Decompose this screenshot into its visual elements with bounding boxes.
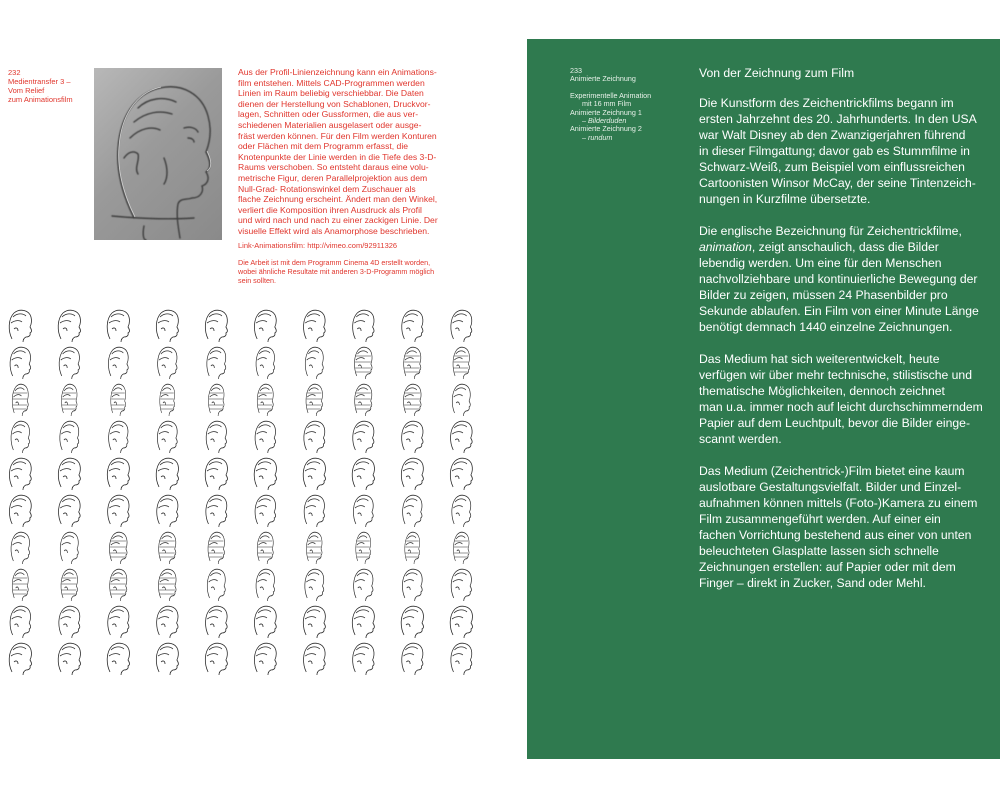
animation-frame (205, 310, 227, 342)
animation-frame (58, 643, 80, 675)
animation-frame (304, 643, 326, 675)
relief-profile-image (94, 68, 222, 240)
animation-frame (401, 458, 423, 490)
animation-frame (306, 384, 322, 416)
paragraph-line: Zeichnungen erstellen: auf Papier oder mit dem (699, 560, 956, 574)
animation-frame (157, 606, 178, 638)
animation-frame (157, 495, 178, 527)
animation-frame (353, 421, 374, 453)
paragraph-3 (699, 351, 997, 447)
animation-frame (108, 495, 129, 527)
body-line: metrische Figur, deren Parallelprojektion aus dem (238, 172, 428, 183)
animation-frame (156, 310, 178, 342)
profile-relief-drawing (94, 68, 222, 240)
paragraph-line: verfügen wir über mehr technische, stilistische und (699, 368, 972, 382)
body-line: und wird nach und nach zu einer zackigen Linie. Der (238, 215, 438, 226)
caption-line: Vom Relief (8, 86, 45, 95)
paragraph-line: benötigt demnach 1440 einzelne Zeichnungen. (699, 320, 953, 334)
sub-item-sub: – rundum (582, 132, 613, 142)
animation-frame (157, 421, 177, 453)
paragraph-line: ersten Jahrzehnt des 20. Jahrhunderts. In den USA (699, 112, 977, 126)
animation-frame (254, 458, 276, 490)
animation-frame (107, 458, 129, 490)
animation-frame (156, 458, 178, 490)
animation-frame (160, 384, 175, 416)
paragraph-line: auslotbare Gestaltungsvielfalt. Bilder und Einzel- (699, 480, 962, 494)
animation-frame (403, 495, 422, 527)
animation-frame (451, 569, 471, 601)
animation-frame (453, 347, 469, 379)
animation-frame (354, 347, 372, 379)
paragraph-line: Sekunde ablaufen. Ein Film von einer Minute Länge (699, 304, 979, 318)
animation-frame (208, 384, 224, 416)
animation-frame (205, 458, 227, 490)
sub-item-sub: mit 16 mm Film (582, 99, 632, 109)
animation-frame (254, 643, 276, 675)
animation-frame (303, 606, 325, 638)
caption-line: zum Animationsfilm (8, 95, 73, 104)
animation-frame (305, 347, 323, 379)
paragraph-line: Das Medium (Zeichentrick-)Film bietet eine kaum (699, 464, 965, 478)
animation-frame (402, 643, 423, 675)
animation-frame (11, 532, 29, 564)
left-body-text (238, 67, 476, 237)
paragraph-line: beleuchteten Glasplatte lassen sich schnelle (699, 544, 939, 558)
paragraph-4 (699, 463, 997, 591)
animation-frame (304, 310, 326, 342)
animation-frame (108, 347, 128, 379)
body-line: Aus der Profil-Linienzeichnung kann ein Animations- (238, 67, 437, 77)
animation-frame (59, 606, 80, 638)
animation-frames (0, 305, 527, 685)
animation-frame (403, 384, 421, 416)
article (699, 65, 997, 607)
paragraph-line: nachvollziehbare und kontinuierliche Bewegung der (699, 272, 978, 286)
animation-frame (256, 347, 274, 379)
paragraph-2 (699, 223, 997, 335)
animation-frame (451, 643, 472, 675)
left-page-number: 232 (8, 68, 21, 77)
paragraph-line: Das Medium hat sich weiterentwickelt, heute (699, 352, 940, 366)
note-line: sein sollten. (238, 275, 276, 285)
animation-frame (452, 384, 470, 416)
paragraph-line: man u.a. immer noch auf leicht durchschimmerndem (699, 400, 983, 414)
animation-frame (206, 495, 227, 527)
animation-film-link[interactable]: Link-Animationsfilm: http://vimeo.com/92911326 (238, 241, 398, 250)
paragraph-line: war Walt Disney ab den Zwanzigerjahren führend (699, 128, 966, 142)
animation-frame (9, 643, 31, 675)
animation-frame (206, 606, 228, 638)
animation-frame (156, 643, 178, 675)
animation-frame (306, 532, 322, 564)
article-title: Von der Zeichnung zum Film (699, 66, 855, 80)
body-line: visuelle Effekt wird als Anamorphose beschrieben. (238, 225, 430, 236)
animation-frame (207, 569, 225, 601)
paragraph-line: Film zusammengeführt werden. Auf einer ein (699, 512, 941, 526)
animation-frame (9, 495, 31, 527)
animation-frame (158, 569, 176, 601)
animation-frame (405, 532, 420, 564)
animation-frame (111, 384, 126, 416)
caption-line: Medientransfer 3 – (8, 77, 71, 86)
paragraph-line: fachen Vorrichtung bestehend aus einer von unten (699, 528, 972, 542)
paragraph-line: lebendig werden. Um eine für den Menschen (699, 256, 942, 270)
animation-frame (9, 310, 31, 342)
animation-frame (61, 384, 77, 416)
animation-frame (452, 495, 471, 527)
animation-frame (353, 310, 374, 342)
body-line: Knotenpunkte der Linie werden in die Tiefe des 3-D- (238, 151, 437, 162)
paragraph-line: Bilder zu zeigen, müssen 24 Phasenbilder pro (699, 288, 948, 302)
paragraph-line: thematische Möglichkeiten, dennoch zeichnet (699, 384, 945, 398)
paragraph-line: Cartoonisten Winsor McCay, der seine Tintenzeich- (699, 176, 976, 190)
animation-frame (304, 495, 324, 527)
animation-frame (450, 458, 472, 490)
animation-frame (59, 347, 79, 379)
animation-frame (254, 606, 276, 638)
paragraph-1 (699, 95, 997, 207)
animation-frame (352, 606, 374, 638)
animation-frame (108, 606, 129, 638)
paragraph-line: Die englische Bezeichnung für Zeichentrickfilme, (699, 224, 962, 238)
body-line: Null-Grad- Rotationswinkel dem Zuschauer als (238, 183, 416, 194)
paragraph-line: aufnahmen können mittels (Foto-)Kamera zu einem (699, 496, 978, 510)
paragraph-line: Papier auf dem Leuchtpult, bevor die Bilder einge- (699, 416, 970, 430)
animation-frame (10, 606, 31, 638)
animation-frame (12, 384, 28, 416)
software-note (238, 259, 478, 285)
animation-frame (450, 606, 472, 638)
right-caption (570, 67, 680, 142)
animation-frame (11, 421, 29, 453)
animation-frame (353, 495, 373, 527)
animation-frame (61, 569, 77, 601)
animation-frame (58, 458, 80, 490)
animation-frame (353, 643, 374, 675)
left-caption (8, 68, 88, 104)
animation-frame (352, 458, 374, 490)
animation-frame (205, 643, 227, 675)
animation-frame (453, 532, 469, 564)
animation-frame (107, 310, 129, 342)
body-line: film entstehen. Mittels CAD-Programmen werden (238, 77, 425, 88)
animation-frame (60, 532, 78, 564)
animation-frame (257, 384, 273, 416)
animation-frame (355, 384, 372, 416)
paragraph-line: Die Kunstform des Zeichentrickfilms begann im (699, 96, 954, 110)
right-page (527, 39, 1000, 759)
note-line: wobei ähnliche Resultate mit anderen 3-D-Programm möglich (238, 266, 435, 276)
animation-frame (206, 421, 226, 453)
body-line: oder Flächen mit dem Programm erfasst, die (238, 141, 409, 152)
animation-frame (304, 421, 325, 453)
paragraph-line: scannt werden. (699, 432, 782, 446)
animation-frame (12, 569, 28, 601)
body-line: verliert die Komposition ihren Ausdruck als Profil (238, 204, 422, 215)
body-line: Linien im Raum beliebig verschiebbar. Die Daten (238, 88, 424, 99)
animation-frame (303, 458, 325, 490)
animation-frame (58, 310, 80, 342)
animation-frame (404, 347, 421, 379)
animation-frame (402, 569, 422, 601)
body-line: flache Zeichnung erscheint. Ändert man den Winkel, (238, 194, 438, 205)
sub-item-sub: – Bilderduden (582, 116, 627, 126)
animation-frame (158, 347, 177, 379)
note-line: Die Arbeit ist mit dem Programm Cinema 4D erstellt worden, (238, 258, 431, 267)
body-line: dienen der Herstellung von Schablonen, Druckvor- (238, 98, 431, 109)
animation-frame (109, 532, 127, 564)
animation-frame (451, 421, 473, 453)
animation-frame (9, 458, 31, 490)
animation-frame (254, 310, 276, 342)
animation-frame (109, 421, 128, 453)
section-label: Animierte Zeichnung (570, 74, 636, 84)
sub-item-label: Experimentelle Animation (570, 90, 652, 100)
body-line: lagen, Schnitten oder Gussformen, die aus ver- (238, 109, 419, 120)
animation-frame (159, 532, 176, 564)
animation-frame (207, 347, 226, 379)
animation-frame (110, 569, 127, 601)
animation-frame (60, 421, 79, 453)
animation-frame (257, 532, 273, 564)
animation-frame (354, 569, 373, 601)
right-page-number: 233 (570, 66, 582, 75)
animation-frame (305, 569, 324, 601)
body-line: Raums verschoben. So entsteht daraus eine volu- (238, 162, 429, 173)
animation-frame (451, 310, 472, 342)
animation-frame (356, 532, 371, 564)
animation-frame (256, 569, 274, 601)
animation-frame (402, 310, 423, 342)
body-line: fräst werden können. Für den Film werden Konturen (238, 130, 437, 141)
body-line: schiedenen Materialien ausgelasert oder ausge- (238, 119, 422, 130)
animation-frame (402, 421, 423, 453)
paragraph-line: Schwarz-Weiß, zum Beispiel vom einflussreichen (699, 160, 965, 174)
animation-frame (255, 421, 276, 453)
animation-frame (107, 643, 129, 675)
paragraph-line: in dieser Filmgattung; davor gab es Stummfilme in (699, 144, 970, 158)
paragraph-line: animation, zeigt anschaulich, dass die Bilder (699, 240, 939, 254)
animation-frame (255, 495, 276, 527)
animation-frame (10, 347, 31, 379)
animation-frame (401, 606, 423, 638)
animation-frame (208, 532, 224, 564)
sub-item-label: Animierte Zeichnung 1 (570, 107, 642, 117)
animation-frame (59, 495, 81, 527)
paragraph-line: nungen in Kurzfilme übersetzte. (699, 192, 871, 206)
paragraph-line: Finger – direkt in Zucker, Sand oder Mehl. (699, 576, 926, 590)
animation-frame-grid (0, 305, 527, 685)
sub-item-label: Animierte Zeichnung 2 (570, 124, 642, 134)
